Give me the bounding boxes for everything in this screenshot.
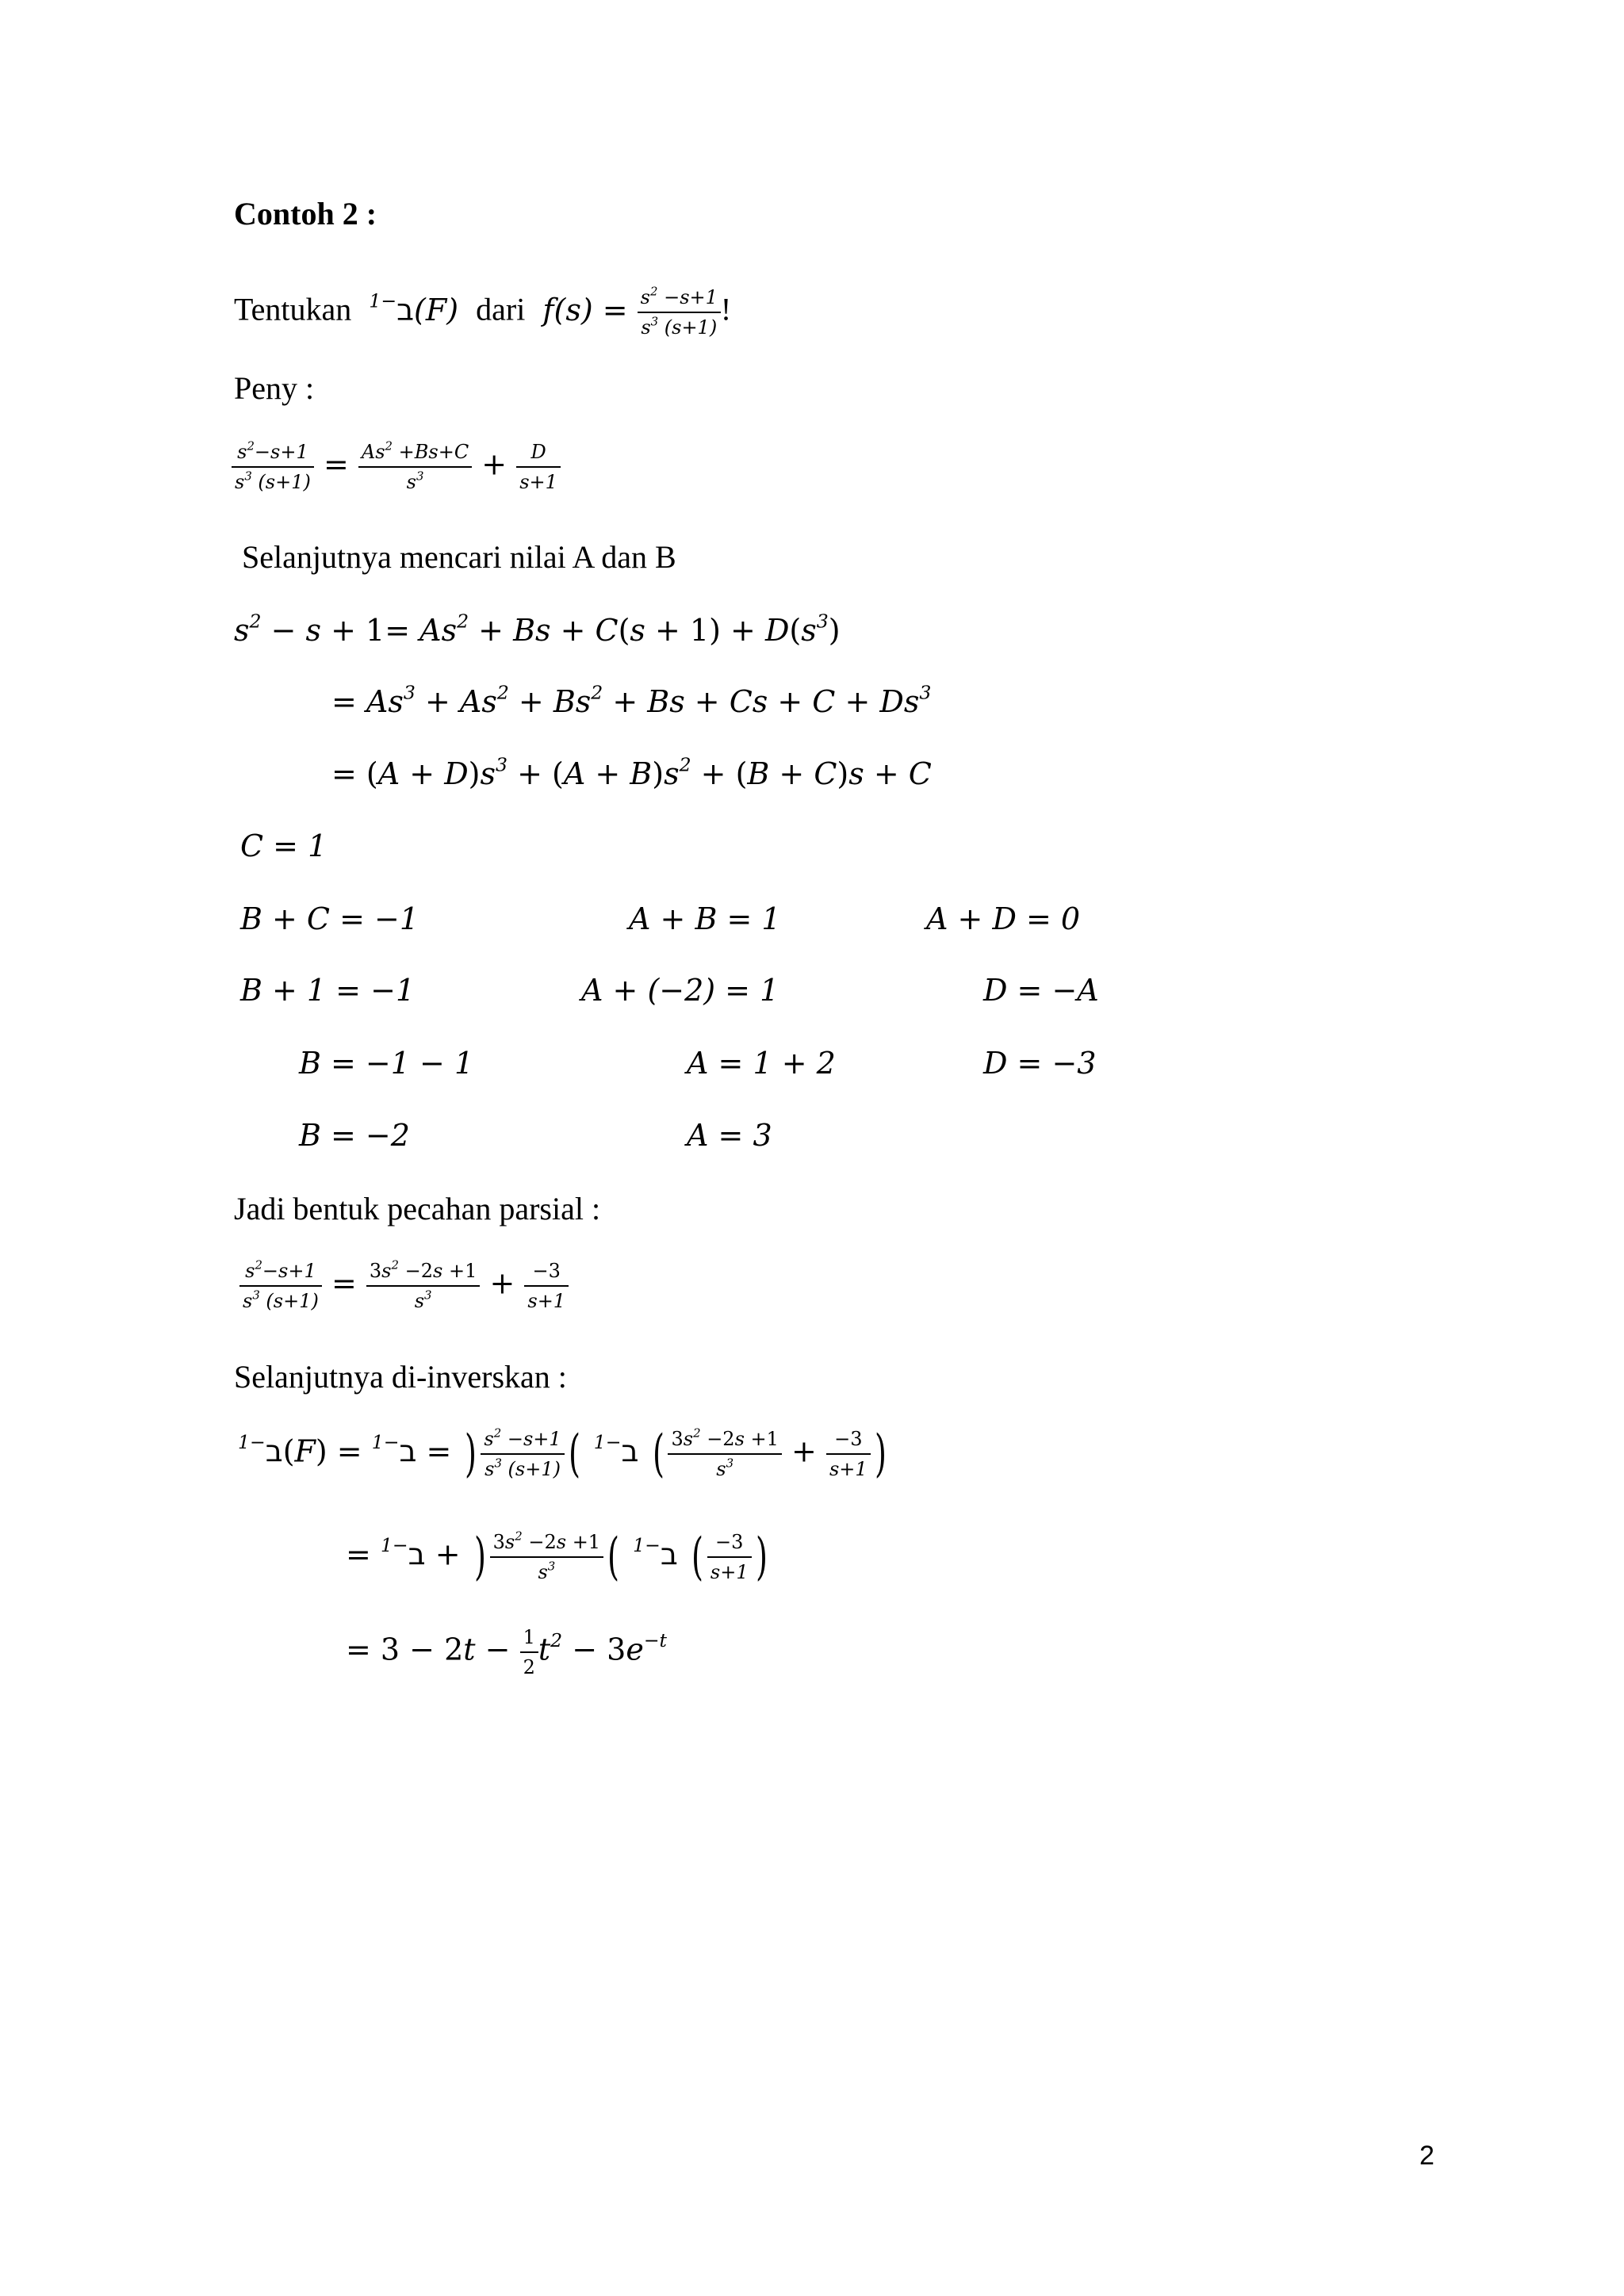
problem-statement — [234, 285, 731, 339]
col2-row4: A = 3 — [687, 1118, 772, 1153]
problem-lead: Tentukan — [234, 291, 352, 327]
partial-fraction-setup: $\frac{s^2-s+1}{s^3 (s+1)}$ = $\frac{As^2 +Bs+C}{s^3}$ + $\frac{D}{s+1}$ — [232, 440, 561, 494]
coefficient-C: C = 1 — [240, 828, 327, 863]
inverse-line-2: = ב$^{-1}$ ( $\frac{3s^2 -2s +1}{s^3}$ ) + ב$^{-1}$ ( $\frac{-3}{s+1}$ ) — [346, 1528, 768, 1586]
inverse-line-3: = 3 − 2t − $\frac{1}{2}$ $t^2 - 3e^{-t}$ — [346, 1626, 668, 1678]
problem-mid: dari — [476, 291, 526, 327]
step-text-find-values: Selanjutnya mencari nilai A dan B — [242, 539, 676, 575]
equation-line-3: = $(A + D)s^3 + (A + B)s^2 + (B + C)s + C$ — [331, 753, 932, 791]
solution-label: Peny : — [234, 370, 315, 406]
partial-fraction-result: $\frac{s^2-s+1}{s^3 (s+1)}$ = $\frac{3s^2 -2s +1}{s^3}$ + $\frac{-3}{s+1}$ — [239, 1259, 569, 1313]
col2-row1: A + B = 1 — [629, 901, 781, 936]
problem-end: ! — [720, 291, 732, 327]
example-heading: Contoh 2 : — [234, 196, 377, 232]
laplace-inverse-F: ב$^{-1}$ (F) — [369, 289, 469, 327]
col2-row2: A + (−2) = 1 — [581, 973, 779, 1008]
page-number: 2 — [1419, 2141, 1434, 2171]
col1-row1: B + C = −1 — [240, 901, 419, 936]
col2-row3: A = 1 + 2 — [687, 1046, 836, 1081]
function-definition: f(s) = $\frac{s^2 -s+1}{s^3 (s+1)}$ — [533, 293, 721, 327]
col1-row2: B + 1 = −1 — [240, 973, 416, 1008]
col1-row4: B = −2 — [299, 1118, 410, 1153]
col3-row3: D = −3 — [983, 1046, 1097, 1081]
equation-line-1: $s^2 - s + 1= As^2 + Bs + C(s + 1) + D(s^3)$ — [234, 610, 841, 648]
equation-line-2: = $As^3 + As^2 + Bs^2 + Bs + Cs + C + Ds^3$ — [331, 681, 932, 719]
step-text-inverse: Selanjutnya di-inverskan : — [234, 1359, 567, 1395]
col1-row3: B = −1 − 1 — [299, 1046, 474, 1081]
col3-row1: A + D = 0 — [926, 901, 1081, 936]
col3-row2: D = −A — [983, 973, 1099, 1008]
step-text-partial-form: Jadi bentuk pecahan parsial : — [234, 1191, 601, 1226]
inverse-line-1: ב$^{-1}$ (F) = ב$^{-1}$ ( $\frac{s^2 -s+1}{s^3 (s+1)}$ ) = ב$^{-1}$ ( $\frac{3s^2 -2s +1}{s^3}$ + $\frac{-3}{s+1}$ ) — [238, 1425, 887, 1483]
